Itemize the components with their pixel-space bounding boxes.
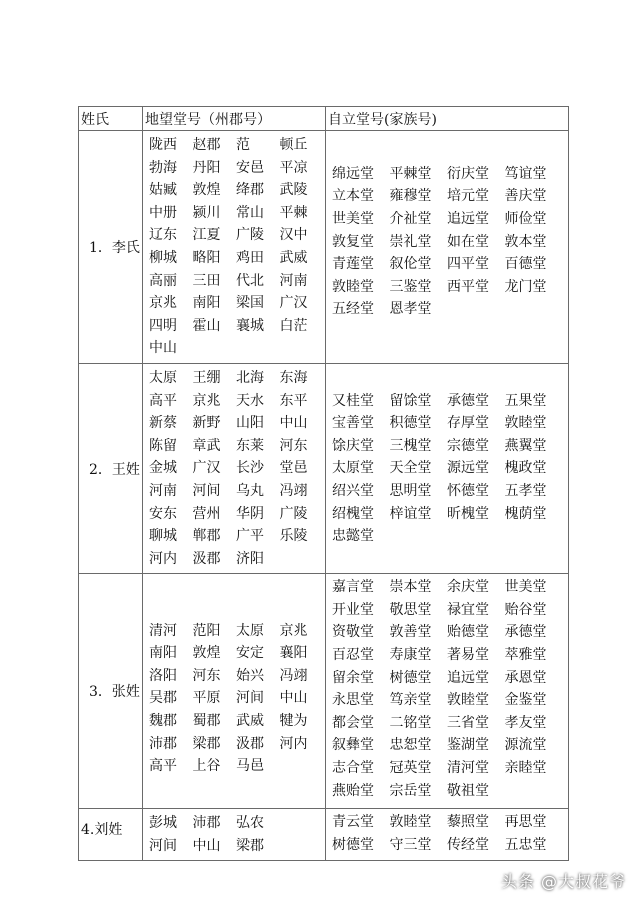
list-item: 树德堂 [332,836,374,853]
list-item: 姑臧 [149,182,177,199]
list-item: 笃亲堂 [389,692,432,709]
list-item: 槐荫堂 [504,505,547,522]
list-item: 燕翼堂 [504,437,547,454]
list-item: 河南 [149,482,177,499]
list-item: 禄宜堂 [447,601,489,618]
list-item: 敦煌 [192,645,221,662]
list-item: 中山 [192,837,221,854]
list-item: 绵远堂 [332,165,374,182]
list-item: 中山 [149,340,177,357]
list-item: 如在堂 [447,233,489,250]
list-item: 广陵 [279,505,308,522]
list-item: 太原 [149,369,177,386]
list-item: 留馀堂 [389,392,432,409]
list-item: 百德堂 [504,256,547,273]
tanghao-cell [326,363,569,573]
list-item: 河南 [279,272,308,289]
list-item: 五经堂 [332,301,374,318]
list-item: 永思堂 [332,692,374,709]
list-item: 河间 [149,837,177,854]
list-item: 河间 [192,482,221,499]
list-item: 敦复堂 [332,233,374,250]
list-item: 洛阳 [149,667,177,684]
list-item: 源远堂 [447,460,489,477]
list-item: 崇本堂 [389,579,432,596]
list-item: 留余堂 [332,669,374,686]
list-item: 武威 [236,713,264,730]
list-item: 广陵 [236,227,264,244]
list-item: 追远堂 [447,211,489,228]
list-item: 守三堂 [389,836,432,853]
list-item: 京兆 [192,392,221,409]
list-item: 三田 [192,272,221,289]
list-item: 京兆 [279,622,308,639]
list-item: 承恩堂 [504,669,547,686]
list-item: 槐政堂 [504,460,547,477]
list-item: 传经堂 [447,836,489,853]
list-item: 三省堂 [447,714,489,731]
list-item: 介祉堂 [389,211,432,228]
list-item: 新野 [192,415,221,432]
list-item: 太原 [236,622,264,639]
list-item: 汲郡 [236,735,264,752]
list-item: 济阳 [236,550,264,567]
list-item: 资敬堂 [332,624,374,641]
list-item: 乐陵 [279,528,308,545]
list-item: 魏郡 [149,713,177,730]
list-item: 沛郡 [149,735,177,752]
junwang-cell [143,809,326,861]
list-item: 山阳 [236,415,264,432]
list-item: 襄城 [236,317,264,334]
surname-hall-table [78,106,569,861]
list-item: 犍为 [279,713,308,730]
list-item: 嘉言堂 [332,579,374,596]
list-item: 五忠堂 [504,836,547,853]
list-item: 积德堂 [389,415,432,432]
list-item: 冯翊 [279,667,308,684]
junwang-cell [143,574,326,809]
list-item: 绍槐堂 [332,505,374,522]
list-item: 四平堂 [447,256,489,273]
list-item: 怀德堂 [447,482,489,499]
junwang-grid [143,602,325,781]
list-item: 孝友堂 [504,714,547,731]
list-item: 柳城 [149,249,177,266]
list-item: 雍穆堂 [389,188,432,205]
list-item: 余庆堂 [447,579,489,596]
list-item: 世美堂 [504,579,547,596]
list-item: 中山 [279,690,308,707]
list-item: 南阳 [149,645,177,662]
list-item: 京兆 [149,295,177,312]
list-item: 二铭堂 [389,714,432,731]
header-tanghao: 自立堂号(家族号) [326,107,569,131]
list-item: 敦睦堂 [504,415,547,432]
list-item: 霍山 [192,317,221,334]
list-item: 河东 [192,667,221,684]
list-item: 敦本堂 [504,233,547,250]
list-item: 广汉 [192,460,221,477]
list-item: 颍川 [192,204,221,221]
list-item: 敬思堂 [389,601,432,618]
list-item: 沛郡 [192,815,221,832]
header-surname: 姓氏 [79,107,143,131]
list-item: 高平 [149,392,177,409]
list-item: 堂邑 [279,460,308,477]
list-item: 五孝堂 [504,482,547,499]
list-item: 衍庆堂 [447,165,489,182]
list-item: 东莱 [236,437,264,454]
list-item: 梁国 [236,295,264,312]
list-item: 鸡田 [236,249,264,266]
list-item: 马邑 [236,758,264,775]
surname-cell: 3．张姓 [79,574,143,809]
junwang-cell [143,363,326,573]
junwang-cell [143,131,326,364]
surname-cell: 1．李氏 [79,131,143,364]
list-item: 中册 [149,204,177,221]
list-item: 广平 [236,528,264,545]
list-item: 高丽 [149,272,177,289]
list-item: 辽东 [149,227,177,244]
list-item: 叙彝堂 [332,737,374,754]
list-item: 中山 [279,415,308,432]
list-item: 代北 [236,272,264,289]
list-item: 天水 [236,392,264,409]
watermark-text: 头条 @大叔花爷 [500,872,626,891]
list-item: 志合堂 [332,760,374,777]
junwang-grid [143,364,325,573]
list-item: 梁郡 [192,735,221,752]
list-item: 汉中 [279,227,308,244]
list-item: 平棘 [279,204,308,221]
list-item [280,812,324,835]
list-item: 敦睦堂 [332,278,374,295]
list-item: 又桂堂 [332,392,374,409]
list-item: 长沙 [236,460,264,477]
table-row [79,809,569,861]
list-item: 聊城 [149,528,177,545]
list-item: 白茫 [279,317,308,334]
list-item: 平凉 [279,159,308,176]
list-item: 西平堂 [447,278,489,295]
list-item: 安定 [236,645,264,662]
list-item: 王绷 [192,369,221,386]
list-item: 天全堂 [389,460,432,477]
list-item: 馀庆堂 [332,437,374,454]
list-item: 章武 [192,437,221,454]
list-item: 上谷 [192,758,221,775]
list-item: 东海 [279,369,308,386]
surname-cell: 2．王姓 [79,363,143,573]
list-item: 陇西 [149,137,177,153]
list-item: 武威 [279,249,308,266]
list-item: 冯翊 [279,482,308,499]
list-item: 忠恕堂 [389,737,432,754]
list-item: 世美堂 [332,211,374,228]
list-item: 彭城 [149,815,177,832]
list-item: 平原 [192,690,221,707]
list-item: 梓谊堂 [389,505,432,522]
list-item: 著易堂 [447,647,489,664]
junwang-grid [143,131,325,363]
list-item: 河内 [149,550,177,567]
list-item: 恩孝堂 [389,301,432,318]
list-item: 高平 [149,758,177,775]
list-item: 承德堂 [504,624,547,641]
list-item: 金城 [149,460,177,477]
list-item: 笃谊堂 [504,165,547,182]
list-item: 广汉 [279,295,308,312]
table-row [79,131,569,364]
list-item: 梁郡 [236,837,264,854]
list-item: 河间 [236,690,264,707]
list-item: 藜照堂 [447,814,489,831]
list-item: 贻谷堂 [504,601,547,618]
list-item: 太原堂 [332,460,374,477]
list-item: 青莲堂 [332,256,374,273]
list-item: 开业堂 [332,601,374,618]
list-item: 存厚堂 [447,415,489,432]
list-item: 绛郡 [236,182,264,199]
list-item: 武陵 [279,182,308,199]
list-item: 四明 [149,317,177,334]
list-item: 冠英堂 [389,760,432,777]
list-item: 叙伦堂 [389,256,432,273]
list-item: 始兴 [236,667,264,684]
list-item: 宝善堂 [332,415,374,432]
table-row [79,363,569,573]
list-item: 敦煌 [192,182,221,199]
list-item: 新蔡 [149,415,177,432]
list-item: 源流堂 [504,737,547,754]
tanghao-grid [326,574,568,804]
list-item: 思明堂 [389,482,432,499]
tanghao-cell [326,131,569,364]
list-item: 萃雅堂 [504,647,547,664]
list-item: 再思堂 [504,814,547,831]
list-item: 三槐堂 [389,437,432,454]
list-item: 北海 [236,369,264,386]
list-item: 东平 [279,392,308,409]
list-item: 敦善堂 [389,624,432,641]
list-item: 金鉴堂 [504,692,547,709]
list-item: 敦睦堂 [447,692,489,709]
list-item: 百忍堂 [332,647,374,664]
list-item: 范 [236,137,250,153]
list-item: 师俭堂 [504,211,547,228]
list-item: 汲郡 [192,550,221,567]
list-item: 郸郡 [192,528,221,545]
list-item: 河东 [279,437,308,454]
list-item: 乌丸 [236,482,264,499]
list-item: 宗岳堂 [389,782,432,799]
list-item: 襄阳 [279,645,308,662]
list-item: 南阳 [192,295,221,312]
list-item: 敬祖堂 [447,782,489,799]
list-item: 河内 [279,735,308,752]
tanghao-grid [326,809,568,858]
list-item: 蜀郡 [192,713,221,730]
list-item: 五果堂 [504,392,547,409]
list-item: 三鉴堂 [389,278,432,295]
list-item: 敦睦堂 [389,814,432,831]
list-item: 江夏 [192,227,221,244]
tanghao-cell [326,809,569,861]
tanghao-cell [326,574,569,809]
list-item: 都会堂 [332,714,374,731]
list-item: 弘农 [236,815,264,832]
list-item: 清河 [149,622,177,639]
list-item: 昕槐堂 [447,505,489,522]
list-item: 丹阳 [192,159,221,176]
list-item: 崇礼堂 [389,233,432,250]
list-item: 华阴 [236,505,264,522]
list-item: 勃海 [149,159,177,176]
list-item: 略阳 [192,249,221,266]
list-item: 燕贻堂 [332,782,374,799]
list-item: 培元堂 [447,188,489,205]
list-item: 青云堂 [332,814,374,831]
list-item: 树德堂 [389,669,432,686]
list-item: 追远堂 [447,669,489,686]
list-item: 安邑 [236,159,264,176]
list-item: 营州 [192,505,221,522]
list-item: 平棘堂 [389,165,432,182]
header-junwang: 地望堂号（州郡号） [143,107,326,131]
list-item: 宗德堂 [447,437,489,454]
list-item: 陈留 [149,437,177,454]
list-item: 立本堂 [332,188,374,205]
junwang-grid [143,809,325,860]
list-item: 安东 [149,505,177,522]
list-item: 龙门堂 [504,278,547,295]
list-item: 清河堂 [447,760,489,777]
tanghao-grid [326,155,568,339]
list-item: 亲睦堂 [504,760,547,777]
table-header-row [79,107,569,131]
list-item: 贻德堂 [447,624,489,641]
list-item: 鉴湖堂 [447,737,489,754]
list-item: 赵郡 [192,137,221,153]
tanghao-grid [326,388,568,550]
list-item: 善庆堂 [504,188,547,205]
list-item: 承德堂 [447,392,489,409]
list-item: 寿康堂 [389,647,432,664]
list-item: 忠懿堂 [332,528,374,545]
list-item: 吴郡 [149,690,177,707]
table-row [79,574,569,809]
list-item: 顿丘 [279,137,308,153]
surname-cell: 4.刘姓 [79,809,143,861]
list-item: 常山 [236,204,264,221]
list-item: 范阳 [192,622,221,639]
list-item: 绍兴堂 [332,482,374,499]
